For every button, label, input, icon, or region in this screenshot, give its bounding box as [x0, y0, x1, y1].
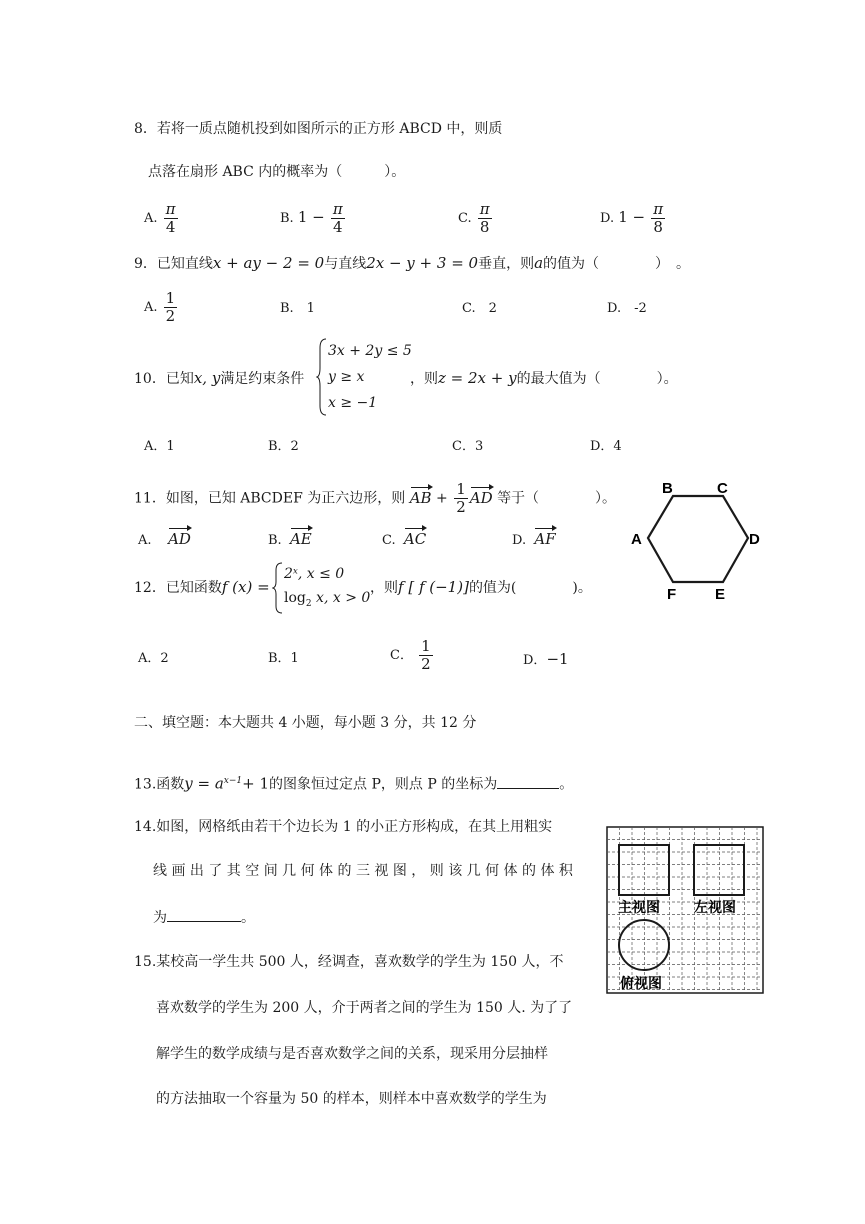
hex-label-a: A — [631, 531, 642, 548]
q13-stem: 13.函数$y = a^{x-1}+ 1$的图象恒过定点 P，则点 P 的坐标为 。 — [134, 774, 574, 793]
hex-label-b: B — [662, 480, 673, 497]
q15-line3: 解学生的数学成绩与是否喜欢数学之间的关系，现采用分层抽样 — [156, 1046, 548, 1062]
q8-line1: 8．若将一质点随机投到如图所示的正方形 ABCD 中，则质 — [134, 121, 503, 137]
q12-option-c: C． $\frac{1}{2}$ — [390, 637, 431, 673]
q12-option-b: B．1 — [268, 651, 299, 666]
q14-line1: 14.如图，网格纸由若干个边长为 1 的小正方形构成，在其上用粗实 — [134, 819, 553, 835]
q8-option-d: D. 1 − $\frac{\pi}{8}$ — [600, 200, 664, 236]
front-view-label: 主视图 — [618, 900, 660, 916]
q8-option-c: C. $\frac{\pi}{8}$ — [458, 200, 490, 236]
q13-answer-blank[interactable] — [497, 774, 559, 789]
three-view-figure — [606, 826, 764, 994]
q10-option-c: C．3 — [452, 439, 484, 454]
side-view-label: 左视图 — [694, 900, 736, 916]
vector-ab: AB — [409, 488, 432, 507]
q12-stem-right: ，则f [ f (−1)]的值为( )。 — [370, 578, 592, 596]
q8-option-a: A. $\frac{\pi}{4}$ — [144, 200, 176, 236]
q10-option-b: B．2 — [268, 439, 299, 454]
vector-ad: AD — [469, 488, 493, 507]
q11-option-b: B. AE — [268, 530, 312, 548]
q12-brace — [272, 562, 284, 614]
q10-option-a: A．1 — [144, 439, 175, 454]
q9-option-b: B. 1 — [280, 301, 315, 316]
q12-stem-left: 12．已知函数f (x) = — [134, 578, 270, 596]
hex-label-f: F — [667, 586, 677, 603]
q11-option-a: A. AD — [138, 530, 191, 548]
q10-stem-left: 10．已知x, y满足约束条件 — [134, 369, 305, 387]
q9-option-d: D. -2 — [607, 301, 647, 316]
q15-line4: 的方法抽取一个容量为 50 的样本，则样本中喜欢数学的学生为 — [156, 1091, 547, 1107]
hexagon-figure — [625, 475, 770, 605]
q15-line1: 15.某校高一学生共 500 人，经调查，喜欢数学的学生为 150 人，不 — [134, 954, 564, 970]
q14-line3: 为 。 — [153, 907, 255, 927]
q9-option-a: A. $\frac{1}{2}$ — [144, 289, 176, 325]
q8-line2: 点落在扇形 ABC 内的概率为（ ）。 — [148, 164, 406, 180]
q11-option-c: C. AC — [382, 530, 427, 548]
q11-stem: 11．如图，已知 ABCDEF 为正六边形，则 AB + $\frac{1}{2}$ AD 等于（ ）。 — [134, 480, 617, 516]
q15-line2: 喜欢数学的学生为 200 人，介于两者之间的学生为 150 人. 为了了 — [156, 1000, 573, 1016]
q10-option-d: D．4 — [590, 439, 622, 454]
hex-label-e: E — [715, 586, 726, 603]
q12-option-d: D．−1 — [523, 650, 569, 668]
q10-brace — [316, 338, 328, 416]
q9-stem: 9．已知直线x + ay − 2 = 0与直线2x − y + 3 = 0垂直，则a的值为（ ） 。 — [134, 254, 691, 272]
q10-stem-right: ，则z = 2x + y的最大值为（ ）。 — [410, 369, 678, 387]
q12-option-a: A．2 — [138, 651, 169, 666]
q11-option-d: D. AF — [512, 530, 556, 548]
section-2-heading: 二、填空题：本大题共 4 小题，每小题 3 分，共 12 分 — [134, 715, 477, 731]
q8-option-b: B. 1 − $\frac{\pi}{4}$ — [280, 200, 343, 236]
hex-label-d: D — [749, 531, 760, 548]
q14-line2: 线 画 出 了 其 空 间 几 何 体 的 三 视 图 ， 则 该 几 何 体 的 体 积 — [153, 863, 573, 879]
q14-answer-blank[interactable] — [167, 907, 241, 922]
q10-constraints: 3x + 2y ≤ 5 y ≥ x x ≥ −1 — [328, 343, 412, 411]
q12-piecewise: 2ˣ, x ≤ 0 $\log_2 x$, x > 0 — [284, 566, 371, 609]
top-view-label: 俯视图 — [620, 976, 662, 992]
hex-label-c: C — [717, 480, 728, 497]
q9-option-c: C. 2 — [462, 301, 497, 316]
hexagon-shape — [648, 496, 748, 582]
